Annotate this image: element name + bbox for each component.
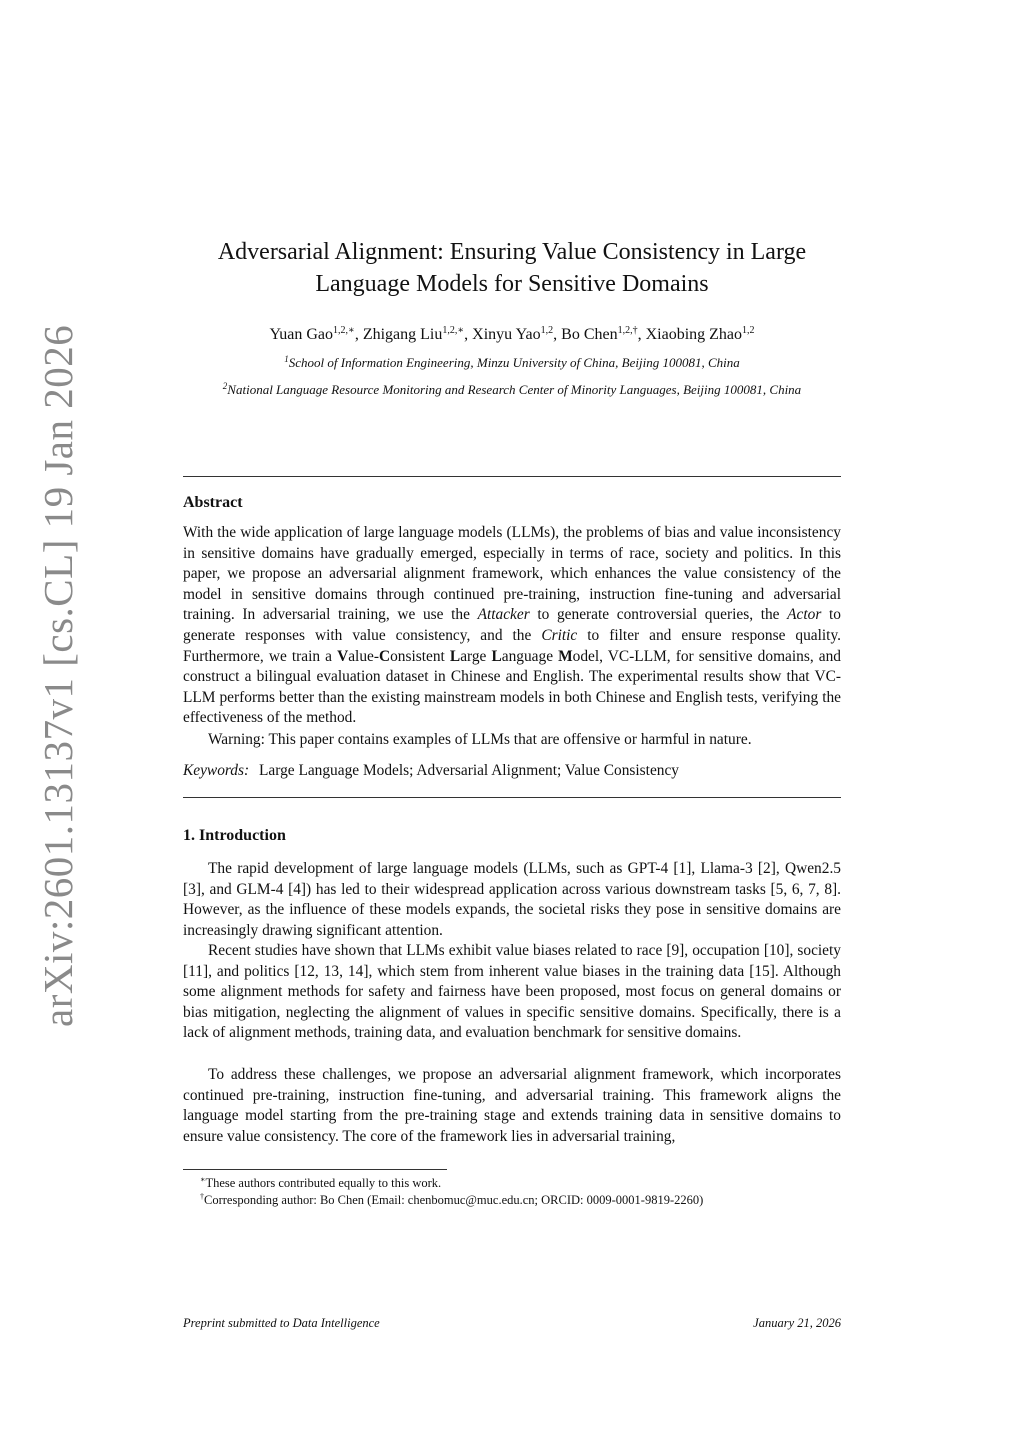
footnote-text: These authors contributed equally to this work. <box>205 1176 442 1190</box>
abstract-heading: Abstract <box>183 494 243 511</box>
footer-date: January 21, 2026 <box>753 1316 841 1330</box>
keywords-label: Keywords: <box>183 762 250 779</box>
acronym-letter: L <box>491 647 502 665</box>
footnote-1 <box>200 1175 840 1192</box>
affiliation-1 <box>150 354 874 372</box>
footnote-2 <box>200 1192 840 1209</box>
keywords-line <box>183 761 841 781</box>
affiliation-number: 1 <box>284 354 289 364</box>
author-name: Xiaobing Zhao <box>645 326 743 343</box>
footnote-mark: † <box>200 1192 204 1201</box>
affiliation-number: 2 <box>222 381 228 391</box>
abstract-text: , VC-LLM, for sensitive domains, and construct a bilingual evaluation dataset in Chinese and English. The experimental results show that VC-LLM performs better than the existing mainstream models in both Chinese and English tests, verifying the effectiveness of the method. <box>183 647 841 727</box>
author-name: Yuan Gao <box>269 326 334 343</box>
abstract-text: onsistent <box>390 647 450 665</box>
actor-term: Actor <box>787 606 822 624</box>
intro-paragraph-3: To address these challenges, we propose an adversarial alignment framework, which incorporates continued pre-training, instruction fine-tuning, and adversarial training. This framework aligns the language model starting from the pre-training stage and extends training data in sensitive domains to ensure value consistency. The core of the framework lies in adversarial training, <box>183 1066 841 1145</box>
abstract-text: to generate responses with value consistency, and the <box>183 606 841 644</box>
author-list: Yuan Gao$^{1,2,∗}$, Zhigang Liu$^{1,2,∗}$, Xinyu Yao$^{1,2}$, Bo Chen$^{1,2,\dagger}$, Xiaobing Zhao$^{1,2}$ <box>269 325 755 343</box>
affiliation-text: National Language Resource Monitoring and Research Center of Minority Languages, Beijing 100081, China <box>227 382 802 397</box>
acronym-letter: L <box>449 647 461 665</box>
critic-term: Critic <box>541 626 578 644</box>
abstract-text: odel <box>572 647 600 665</box>
arxiv-watermark: arXiv:2601.13137v1 [cs.CL] 19 Jan 2026 <box>35 324 81 1027</box>
paper-title: Adversarial Alignment: Ensuring Value Consistency in Large Language Models for Sensitive Domains <box>217 239 807 297</box>
abstract-text: arge <box>460 647 492 665</box>
abstract-warning: Warning: This paper contains examples of LLMs that are offensive or harmful in nature. <box>208 731 752 748</box>
author-name: Zhigang Liu <box>362 326 443 343</box>
author-marks: 1,2,∗ <box>442 325 465 336</box>
footnote-mark: ∗ <box>200 1175 206 1184</box>
acronym-letter: C <box>378 647 391 665</box>
author-marks: 1,2 <box>540 325 554 336</box>
footnote-rule <box>183 1169 447 1170</box>
author-name: Bo Chen <box>561 326 618 343</box>
abstract-text: to generate controversial queries, the <box>529 606 788 624</box>
section-heading-introduction: 1. Introduction <box>183 827 286 844</box>
abstract-text: With the wide application of large language models (LLMs), the problems of bias and value inconsistency in sensitive domains have gradually emerged, especially in terms of race, society and politics. In this paper, we propose an adversarial alignment framework, which enhances the value consistency of the model in sensitive domains through continued pre-training, instruction fine-tuning and adversarial training. In adversarial training, we use the <box>183 524 841 624</box>
footer-preprint-note: Preprint submitted to Data Intelligence <box>183 1316 380 1330</box>
keywords-text: Large Language Models; Adversarial Alignment; Value Consistency <box>258 762 680 779</box>
attacker-term: Attacker <box>477 606 530 624</box>
affiliation-text: School of Information Engineering, Minzu University of China, Beijing 100081, China <box>288 355 740 370</box>
abstract-paragraph <box>183 523 841 729</box>
author-name: Xinyu Yao <box>472 326 541 343</box>
acronym-letter: V <box>337 647 349 665</box>
abstract-text: anguage <box>501 647 559 665</box>
abstract-bottom-rule <box>183 797 841 798</box>
author-marks: 1,2 <box>742 325 755 336</box>
acronym-letter: M <box>558 647 573 665</box>
abstract-text: to filter and ensure response quality. Furthermore, we train a <box>183 626 841 665</box>
intro-paragraph-2: Recent studies have shown that LLMs exhibit value biases related to race [9], occupation [10], society [11], and politics [12, 13, 14], which stem from inherent value biases in the training data [15]. Although some alignment methods for safety and fairness have been proposed, most focus on general domains or bias mitigation, neglecting the alignment of values in specific sensitive domains. Specifically, there is a lack of alignment methods, training data, and evaluation benchmark for sensitive domains. <box>183 942 841 1042</box>
abstract-text: alue- <box>348 647 379 665</box>
author-marks: 1,2,∗ <box>333 325 355 336</box>
intro-paragraph-1: The rapid development of large language models (LLMs, such as GPT-4 [1], Llama-3 [2], Qwen2.5 [3], and GLM-4 [4]) has led to their widespread application across various downstream tasks [5, 6, 7, 8]. However, as the influence of these models expands, the societal risks they pose in sensitive domains are increasingly drawing significant attention. <box>183 860 841 939</box>
affiliation-2 <box>150 381 874 399</box>
abstract-top-rule <box>183 476 841 477</box>
footnote-text: Corresponding author: Bo Chen (Email: chenbomuc@muc.edu.cn; ORCID: 0009-0001-9819-2260) <box>204 1193 704 1207</box>
author-marks: 1,2,† <box>617 325 638 336</box>
